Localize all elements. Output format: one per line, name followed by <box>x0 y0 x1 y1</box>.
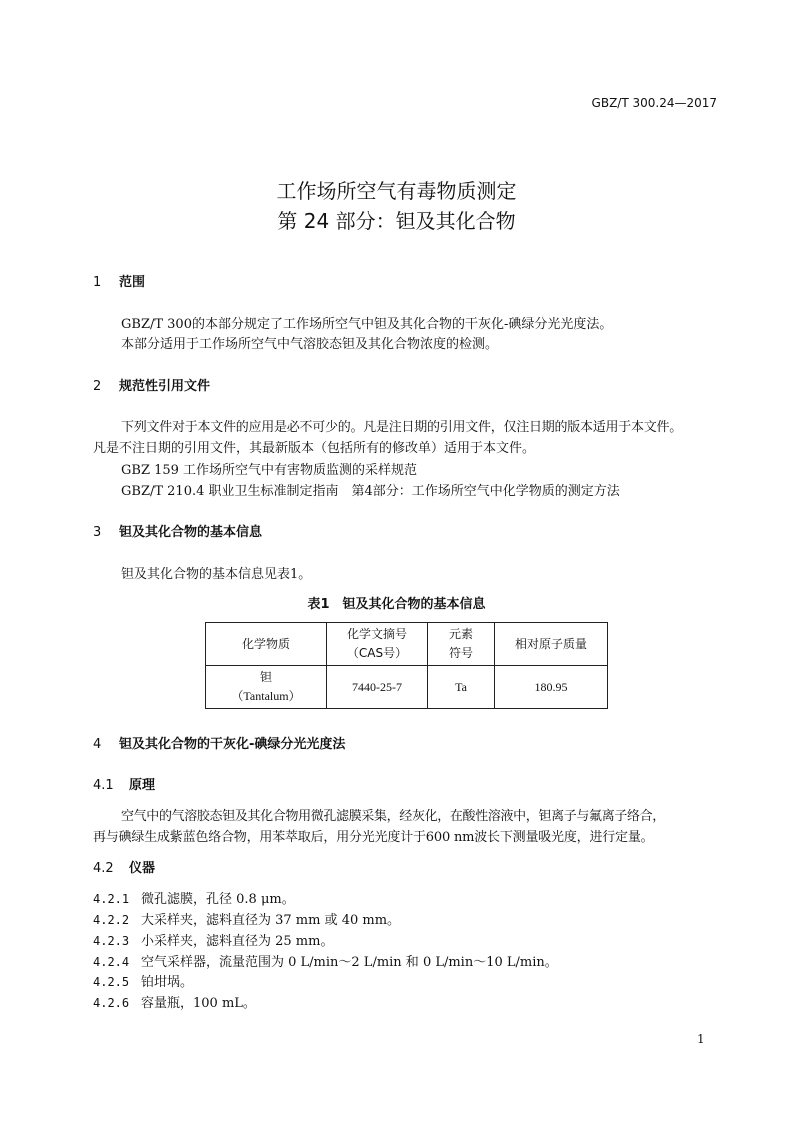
section-title: 钽及其化合物的基本信息 <box>119 525 263 540</box>
paragraph: 本部分适用于工作场所空气中气溶胶态钽及其化合物浓度的检测。 <box>121 337 499 352</box>
header-atomic-mass: 相对原子质量 <box>495 623 608 666</box>
section-number: 1 <box>93 275 102 290</box>
section-number: 4.2 <box>93 861 114 876</box>
cell-symbol: Ta <box>428 666 495 709</box>
section-title: 原理 <box>129 778 156 793</box>
section-title: 钽及其化合物的干灰化-碘绿分光光度法 <box>119 737 346 752</box>
section-number: 3 <box>93 525 102 540</box>
paragraph: GBZ/T 300的本部分规定了工作场所空气中钽及其化合物的干灰化-碘绿分光光度法。 <box>121 317 613 332</box>
page-number: 1 <box>697 1032 705 1046</box>
list-item: 4.2.1 微孔滤膜，孔径 0.8 μm。 <box>93 892 295 907</box>
section-title: 仪器 <box>129 861 156 876</box>
document-subtitle: 第 24 部分：钽及其化合物 <box>277 209 516 233</box>
header-symbol: 元素 符号 <box>428 623 495 666</box>
basic-info-table <box>205 622 608 709</box>
document-title: 工作场所空气有毒物质测定 <box>276 179 517 203</box>
cell-cas: 7440-25-7 <box>327 666 428 709</box>
section-number: 2 <box>93 379 102 394</box>
section-4-2-heading <box>93 857 155 876</box>
list-item: 4.2.3 小采样夹，滤料直径为 25 mm。 <box>93 934 334 949</box>
section-2-heading <box>93 375 210 394</box>
list-item: 4.2.5 铂坩埚。 <box>93 975 194 990</box>
reference-item: GBZ/T 210.4 职业卫生标准制定指南 第4部分：工作场所空气中化学物质的测定方法 <box>121 484 620 499</box>
section-title: 规范性引用文件 <box>119 379 211 394</box>
cell-chemical: 钽 （Tantalum） <box>206 666 327 709</box>
section-number: 4 <box>93 737 102 752</box>
list-item: 4.2.4 空气采样器，流量范围为 0 L/min～2 L/min 和 0 L/min～10 L/min。 <box>93 955 558 970</box>
section-title: 范围 <box>119 275 146 290</box>
section-number: 4.1 <box>93 778 114 793</box>
table-row <box>206 666 608 709</box>
table-header-row <box>206 623 608 666</box>
paragraph: 钽及其化合物的基本信息见表1。 <box>121 567 312 582</box>
section-3-heading <box>93 521 262 540</box>
section-4-1-heading <box>93 774 155 793</box>
paragraph: 再与碘绿生成紫蓝色络合物，用苯萃取后，用分光光度计于600 nm波长下测量吸光度，进行定量。 <box>93 830 654 845</box>
reference-item: GBZ 159 工作场所空气中有害物质监测的采样规范 <box>121 463 418 478</box>
standard-code: GBZ/T 300.24—2017 <box>591 96 717 110</box>
list-item: 4.2.6 容量瓶，100 mL。 <box>93 996 256 1011</box>
section-4-heading <box>93 733 345 752</box>
table-caption: 表1 钽及其化合物的基本信息 <box>307 597 486 612</box>
header-cas: 化学文摘号 （CAS号） <box>327 623 428 666</box>
cell-atomic-mass: 180.95 <box>495 666 608 709</box>
paragraph: 下列文件对于本文件的应用是必不可少的。凡是注日期的引用文件，仅注日期的版本适用于本文件。 <box>121 420 683 435</box>
list-item: 4.2.2 大采样夹，滤料直径为 37 mm 或 40 mm。 <box>93 913 401 928</box>
header-chemical: 化学物质 <box>206 623 327 666</box>
paragraph: 凡是不注日期的引用文件，其最新版本（包括所有的修改单）适用于本文件。 <box>93 441 536 456</box>
section-1-heading <box>93 271 145 290</box>
paragraph: 空气中的气溶胶态钽及其化合物用微孔滤膜采集，经灰化，在酸性溶液中，钽离子与氟离子络合， <box>121 809 665 824</box>
